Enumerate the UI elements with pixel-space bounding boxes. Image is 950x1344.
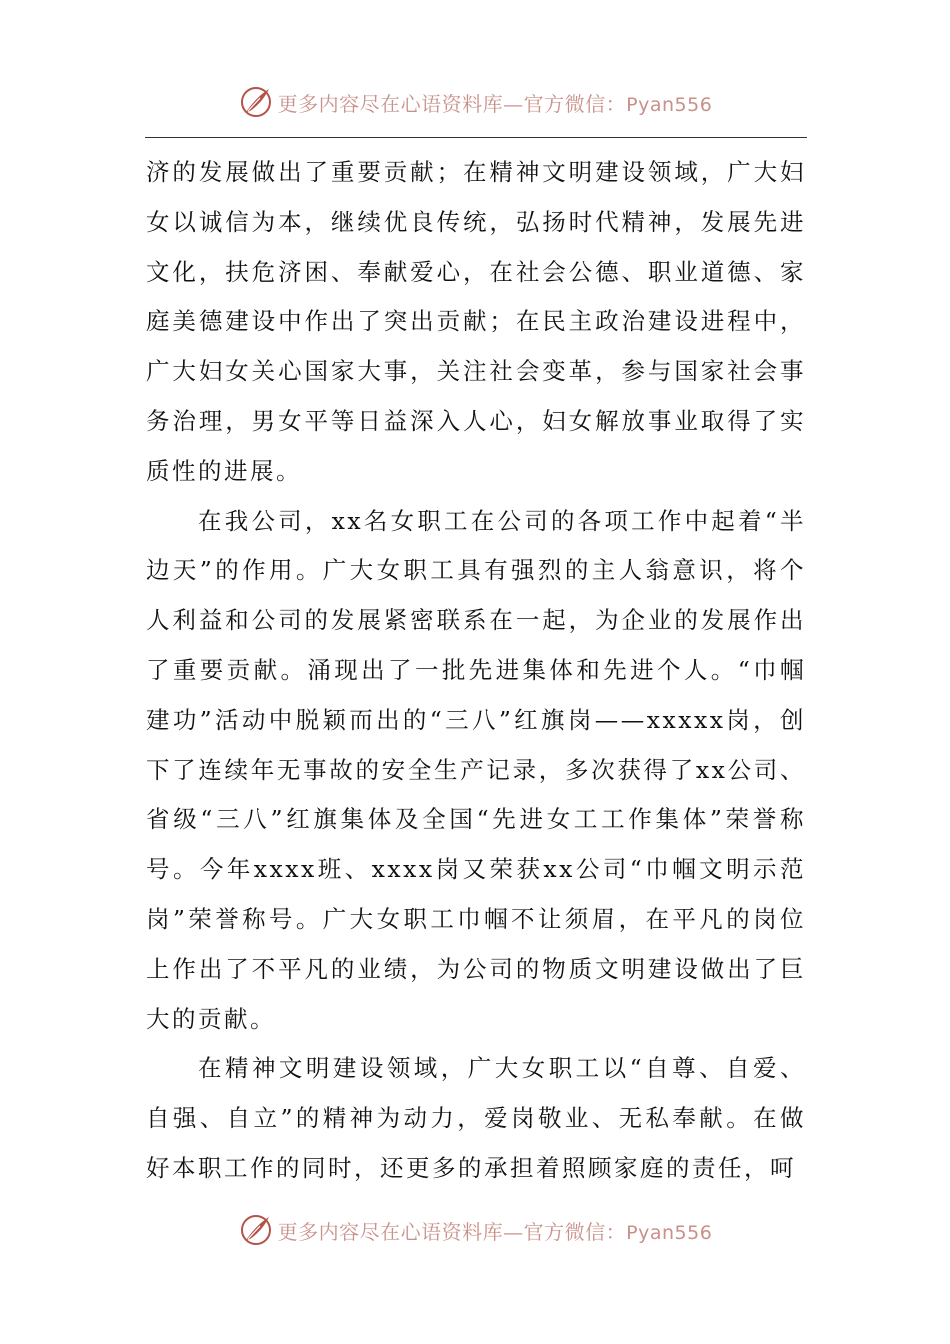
header-title: 更多内容尽在心语资料库 [277, 91, 504, 116]
quill-pen-logo-icon [238, 1212, 274, 1248]
footer-wechat-id: Pyan556 [626, 1221, 713, 1244]
footer-separator: — [503, 1219, 524, 1244]
header-banner-text [278, 88, 713, 117]
header-separator: — [503, 91, 524, 116]
quill-pen-logo-icon [238, 84, 274, 120]
header-wechat-label: 官方微信： [523, 91, 627, 116]
paragraph-continuation: 济的发展做出了重要贡献；在精神文明建设领域，广大妇女以诚信为本，继续优良传统，弘扬时代精神，发展先进文化，扶危济困、奉献爱心，在社会公德、职业道德、家庭美德建设中作出了突出贡献；在民主政治建设进程中，广大妇女关心国家大事，关注社会变革，参与国家社会事务治理，男女平等日益深入人心，妇女解放事业取得了实质性的进展。 [146, 158, 806, 485]
header-banner [0, 80, 950, 124]
footer-banner-text [278, 1216, 713, 1245]
paragraph: 在我公司，xx名女职工在公司的各项工作中起着“半边天”的作用。广大女职工具有强烈的主人翁意识，将个人利益和公司的发展紧密联系在一起，为企业的发展作出了重要贡献。涌现出了一批先进集体和先进个人。“巾帼建功”活动中脱颖而出的“三八”红旗岗——xxxxx岗，创下了连续年无事故的安全生产记录，多次获得了xx公司、省级“三八”红旗集体及全国“先进女工工作集体”荣誉称号。今年xxxx班、xxxx岗又荣获xx公司“巾帼文明示范岗”荣誉称号。广大女职工巾帼不让须眉，在平凡的岗位上作出了不平凡的业绩，为公司的物质文明建设做出了巨大的贡献。 [146, 506, 806, 1033]
footer-wechat-label: 官方微信： [523, 1219, 627, 1244]
header-wechat-id: Pyan556 [626, 93, 713, 116]
footer-banner [0, 1208, 950, 1252]
document-body [146, 148, 806, 1194]
footer-title: 更多内容尽在心语资料库 [277, 1219, 504, 1244]
paragraph: 在精神文明建设领域，广大女职工以“自尊、自爱、自强、自立”的精神为动力，爱岗敬业、无私奉献。在做好本职工作的同时，还更多的承担着照顾家庭的责任，呵 [146, 1054, 806, 1182]
header-divider [145, 137, 807, 138]
